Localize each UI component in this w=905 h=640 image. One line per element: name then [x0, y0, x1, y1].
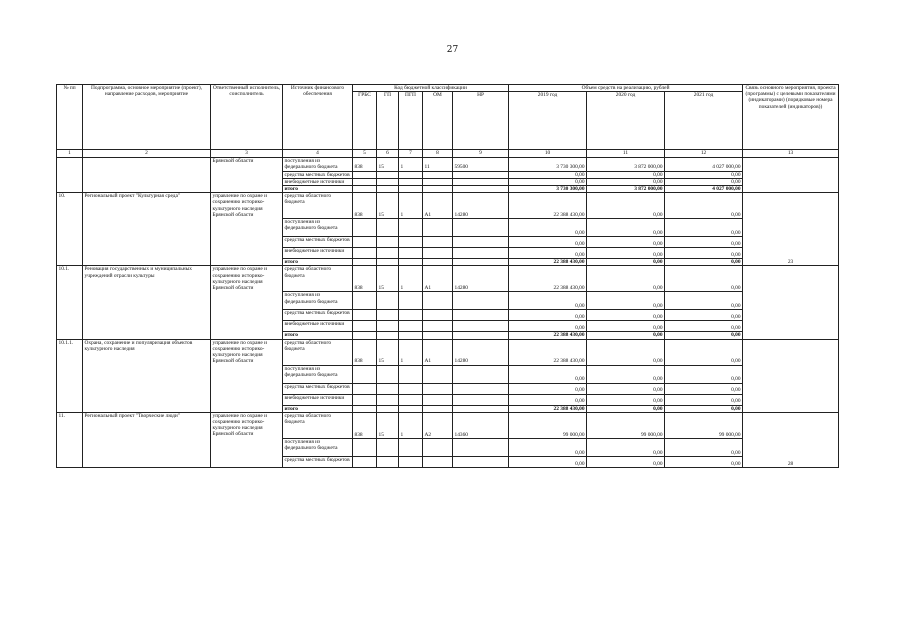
- cell-pgp: 1: [399, 339, 423, 365]
- cell-om: А1: [423, 193, 453, 219]
- cell-name: [83, 158, 211, 193]
- cell-2019: 22 388 430,00: [509, 266, 587, 292]
- cell-source: средства областного бюджета: [283, 193, 353, 219]
- col-number: 5: [353, 150, 377, 158]
- cell-2020: 0,00: [587, 292, 665, 310]
- cell-2021: 0,00: [665, 171, 743, 178]
- cell-2020: 3 872 000,00: [587, 186, 665, 193]
- cell-exec: Брянской области: [211, 158, 283, 193]
- grbs-header: ГРБС: [353, 92, 377, 150]
- col-number: 4: [283, 150, 353, 158]
- col-number: 9: [453, 150, 509, 158]
- cell-2021: 0,00: [665, 219, 743, 237]
- cell-2021: 4 027 000,00: [665, 186, 743, 193]
- cell-np: 14280: [453, 339, 509, 365]
- col-number: 3: [211, 150, 283, 158]
- cell-name: Региональный проект "Культурная среда": [83, 193, 211, 266]
- cell-2019: 0,00: [509, 248, 587, 259]
- col-number: 13: [743, 150, 839, 158]
- cell-2019: 22 388 430,00: [509, 259, 587, 266]
- cell-2020: 0,00: [587, 365, 665, 383]
- col-number: 1: [57, 150, 83, 158]
- cell-2020: 99 000,00: [587, 412, 665, 438]
- cell-source: средства местных бюджетов: [283, 171, 353, 178]
- cell-source: средства местных бюджетов: [283, 383, 353, 394]
- cell-link: 28: [743, 412, 839, 467]
- cell-2020: 0,00: [587, 178, 665, 185]
- cell-2020: 0,00: [587, 321, 665, 332]
- cell-2021: 0,00: [665, 339, 743, 365]
- col-number: 6: [377, 150, 399, 158]
- cell-2021: 0,00: [665, 394, 743, 405]
- y2020-header: 2020 год: [587, 92, 665, 150]
- cell-exec: управление по охране и сохранению историко-культурного наследия Брянской области: [211, 412, 283, 467]
- cell-2019: 22 388 430,00: [509, 339, 587, 365]
- cell-source: средства местных бюджетов: [283, 456, 353, 467]
- cell-2019: 0,00: [509, 219, 587, 237]
- cell-2021: 0,00: [665, 259, 743, 266]
- cell-2021: 0,00: [665, 405, 743, 412]
- col-exec-header: Ответственный исполнитель, соисполнитель: [211, 85, 283, 150]
- cell-np: 14360: [453, 412, 509, 438]
- cell-2019: 0,00: [509, 383, 587, 394]
- cell-2020: 0,00: [587, 259, 665, 266]
- cell-source: поступления из федерального бюджета: [283, 219, 353, 237]
- cell-source: средства областного бюджета: [283, 412, 353, 438]
- cell-name: Региональный проект "Творческие люди": [83, 412, 211, 467]
- y2021-header: 2021 год: [665, 92, 743, 150]
- cell-2021: 0,00: [665, 438, 743, 456]
- budget-table: [56, 84, 839, 468]
- col-link-header: Связь основного мероприятия, проекта (программы) с целевыми показателями (индикаторами) (порядковые номера показателей (индикаторов)): [743, 85, 839, 150]
- cell-source: внебюджетные источники: [283, 321, 353, 332]
- cell-2019: 3 730 300,00: [509, 186, 587, 193]
- cell-2021: 0,00: [665, 383, 743, 394]
- cell-gp: 15: [377, 158, 399, 171]
- cell-exec: управление по охране и сохранению историко-культурного наследия Брянской области: [211, 339, 283, 412]
- col-number: 2: [83, 150, 211, 158]
- cell-source: поступления из федерального бюджета: [283, 158, 353, 171]
- cell-2020: 0,00: [587, 332, 665, 339]
- table-row: [57, 266, 839, 292]
- cell-np: 14280: [453, 193, 509, 219]
- table-row: [57, 158, 839, 171]
- cell-2019: 0,00: [509, 456, 587, 467]
- cell-source: поступления из федерального бюджета: [283, 292, 353, 310]
- cell-2019: 0,00: [509, 178, 587, 185]
- cell-no: [57, 158, 83, 193]
- cell-2020: 0,00: [587, 171, 665, 178]
- cell-exec: управление по охране и сохранению историко-культурного наследия Брянской области: [211, 266, 283, 339]
- cell-2019: 22 388 430,00: [509, 332, 587, 339]
- cell-2021: 0,00: [665, 365, 743, 383]
- cell-name: Охрана, сохранение и популяризация объектов культурного наследия: [83, 339, 211, 412]
- cell-2019: 22 388 430,00: [509, 193, 587, 219]
- col-number: 7: [399, 150, 423, 158]
- cell-2019: 0,00: [509, 321, 587, 332]
- cell-source: итого: [283, 332, 353, 339]
- header-row-1: [57, 85, 839, 92]
- cell-grbs: 838: [353, 412, 377, 438]
- cell-gp: 15: [377, 193, 399, 219]
- table-row: [57, 193, 839, 219]
- cell-2020: 0,00: [587, 310, 665, 321]
- cell-name: Реновация государственных и муниципальных учреждений отрасли культуры: [83, 266, 211, 339]
- cell-grbs: 838: [353, 193, 377, 219]
- col-name-header: Подпрограмма, основное мероприятие (проект), направление расходов, мероприятие: [83, 85, 211, 150]
- cell-2019: 0,00: [509, 394, 587, 405]
- cell-2020: 0,00: [587, 339, 665, 365]
- cell-2021: 0,00: [665, 321, 743, 332]
- cell-2019: 0,00: [509, 292, 587, 310]
- cell-2021: 0,00: [665, 178, 743, 185]
- col-number: 12: [665, 150, 743, 158]
- cell-om: А1: [423, 266, 453, 292]
- cell-np: 14280: [453, 266, 509, 292]
- np-header: НР: [453, 92, 509, 150]
- cell-source: поступления из федерального бюджета: [283, 365, 353, 383]
- cell-source: итого: [283, 405, 353, 412]
- page-number: 27: [446, 45, 459, 55]
- cell-gp: 15: [377, 339, 399, 365]
- cell-exec: управление по охране и сохранению историко-культурного наследия Брянской области: [211, 193, 283, 266]
- cell-source: внебюджетные источники: [283, 248, 353, 259]
- cell-2019: 0,00: [509, 365, 587, 383]
- cell-gp: 15: [377, 412, 399, 438]
- cell-2020: 0,00: [587, 456, 665, 467]
- cell-link: 23: [743, 193, 839, 266]
- cell-pgp: 1: [399, 266, 423, 292]
- cell-2021: 99 000,00: [665, 412, 743, 438]
- cell-2021: 0,00: [665, 310, 743, 321]
- cell-source: итого: [283, 186, 353, 193]
- cell-no: 11.: [57, 412, 83, 467]
- cell-2019: 22 388 430,00: [509, 405, 587, 412]
- cell-pgp: 1: [399, 158, 423, 171]
- cell-source: итого: [283, 259, 353, 266]
- cell-source: внебюджетные источники: [283, 394, 353, 405]
- cell-2020: 0,00: [587, 405, 665, 412]
- cell-2020: 0,00: [587, 394, 665, 405]
- cell-2020: 0,00: [587, 237, 665, 248]
- cell-grbs: 838: [353, 158, 377, 171]
- cell-np: 59500: [453, 158, 509, 171]
- cell-link: [743, 339, 839, 412]
- col-no-header: № пп: [57, 85, 83, 150]
- cell-no: 10.1.1.: [57, 339, 83, 412]
- volume-header: Объем средств на реализацию, рублей: [509, 85, 743, 92]
- cell-source: средства областного бюджета: [283, 339, 353, 365]
- cell-2021: 0,00: [665, 332, 743, 339]
- cell-om: А2: [423, 412, 453, 438]
- cell-grbs: 838: [353, 266, 377, 292]
- cell-om: А1: [423, 339, 453, 365]
- cell-2019: 0,00: [509, 438, 587, 456]
- cell-2020: 0,00: [587, 193, 665, 219]
- cell-2021: 0,00: [665, 193, 743, 219]
- cell-no: 10.: [57, 193, 83, 266]
- budget-code-header: Код бюджетной классификации: [353, 85, 509, 92]
- cell-source: внебюджетные источники: [283, 178, 353, 185]
- cell-2020: 0,00: [587, 219, 665, 237]
- cell-2021: 0,00: [665, 292, 743, 310]
- cell-2021: 4 027 000,00: [665, 158, 743, 171]
- table-row: [57, 412, 839, 438]
- column-number-row: [57, 150, 839, 158]
- col-number: 10: [509, 150, 587, 158]
- cell-2020: 0,00: [587, 438, 665, 456]
- cell-2019: 3 730 300,00: [509, 158, 587, 171]
- cell-2020: 3 872 000,00: [587, 158, 665, 171]
- y2019-header: 2019 год: [509, 92, 587, 150]
- om-header: ОМ: [423, 92, 453, 150]
- cell-link: [743, 158, 839, 193]
- cell-source: средства местных бюджетов: [283, 310, 353, 321]
- cell-2021: 0,00: [665, 266, 743, 292]
- cell-2020: 0,00: [587, 248, 665, 259]
- cell-grbs: 838: [353, 339, 377, 365]
- col-number: 8: [423, 150, 453, 158]
- cell-2021: 0,00: [665, 248, 743, 259]
- cell-2019: 99 000,00: [509, 412, 587, 438]
- cell-2021: 0,00: [665, 237, 743, 248]
- gp-header: ГП: [377, 92, 399, 150]
- cell-source: средства областного бюджета: [283, 266, 353, 292]
- cell-pgp: 1: [399, 412, 423, 438]
- cell-om: 11: [423, 158, 453, 171]
- col-number: 11: [587, 150, 665, 158]
- cell-2020: 0,00: [587, 383, 665, 394]
- cell-source: поступления из федерального бюджета: [283, 438, 353, 456]
- col-source-header: Источник финансового обеспечения: [283, 85, 353, 150]
- cell-2019: 0,00: [509, 237, 587, 248]
- cell-source: средства местных бюджетов: [283, 237, 353, 248]
- cell-2021: 0,00: [665, 456, 743, 467]
- cell-gp: 15: [377, 266, 399, 292]
- cell-no: 10.1.: [57, 266, 83, 339]
- cell-pgp: 1: [399, 193, 423, 219]
- cell-2019: 0,00: [509, 171, 587, 178]
- table-row: [57, 339, 839, 365]
- cell-link: [743, 266, 839, 339]
- pgp-header: ПГП: [399, 92, 423, 150]
- cell-2019: 0,00: [509, 310, 587, 321]
- cell-2020: 0,00: [587, 266, 665, 292]
